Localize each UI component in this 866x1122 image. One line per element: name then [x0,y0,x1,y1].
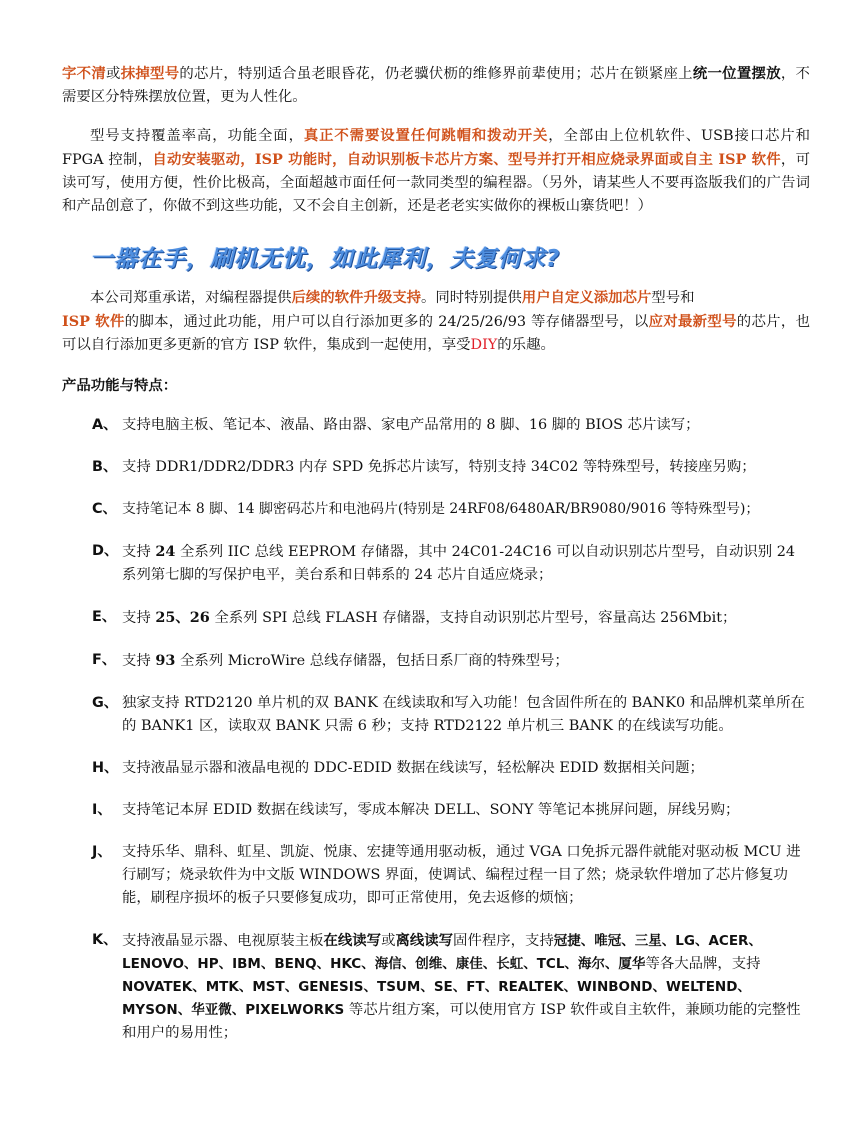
feature-letter: E、 [92,609,117,625]
feature-item-a [62,414,810,437]
text: ，不需要区分特殊摆放位置，更为人性化。 [62,66,810,105]
text: 固件程序，支持 [453,933,554,949]
feature-text: 支持液晶显示器和液晶电视的 DDC-EDID 数据在线读写，轻松解决 EDID 数据相关问题； [122,760,704,776]
text: 本公司郑重承诺，对编程器提供 [90,290,292,306]
text: 支持 [122,653,156,669]
text: 全系列 IIC 总线 EEPROM 存储器，其中 24C01-24C16 可以自动识别芯片型号，自动识别 24 系列第七脚的写保护电平，美台系和日韩系的 24 芯片自适应烧录； [122,544,796,583]
text: 等芯片组方案，可以使用官方 ISP 软件或自主软件，兼顾功能的完整性和用户的易用性； [122,1002,801,1041]
feature-item-b [62,456,810,479]
document-page [62,62,810,1045]
feature-item-i [62,799,810,822]
feature-item-e [62,606,810,630]
text: 型号支持覆盖率高，功能全面， [90,128,304,144]
feature-item-k [62,929,810,1045]
highlight-text: DIY [470,337,498,353]
commitment-paragraph [62,286,810,357]
feature-text: 支持笔记本屏 EDID 数据在线读写，零成本解决 DELL、SONY 等笔记本挑屏问题，屏线另购； [122,802,740,818]
text: 或 [381,933,396,949]
feature-letter: J、 [92,844,112,860]
highlight-text: 自动安装驱动，ISP 功能时，自动识别板卡芯片方案、型号并打开相应烧录界面或自主 ISP 软件 [152,151,781,168]
feature-text: 支持乐华、鼎科、虹星、凯旋、悦康、宏捷等通用驱动板，通过 VGA 口免拆元器件就能对驱动板 MCU 进行刷写；烧录软件为中文版 WINDOWS 界面，使调试、编程过程一目了然；烧录软件增加了芯片修复功能，刷程序损坏的板子只要修复成功，即可正常使用，免去返修的烦恼； [122,844,801,906]
feature-coverage-paragraph [62,124,810,218]
feature-letter: I、 [92,802,112,818]
text: 的芯片，特别适合虽老眼昏花，仍老骥伏枥的维修界前辈使用；芯片在锁紧座上 [179,66,693,82]
text: ，可读可写，使用方便，性价比极高，全面超越市面任何一款同类型的编程器。（另外，请某些人不要再盗版我们的广告词和产品创意了，你做不到这些功能，又不会自主创新，还是老老实实做你的裸板山寨货吧！） [62,152,810,214]
text: 的乐趣。 [497,337,555,353]
feature-item-j [62,841,810,910]
feature-letter: A、 [92,417,118,433]
text: 的脚本，通过此功能，用户可以自行添加更多的 24/25/26/93 等存储器型号，以 [124,314,649,330]
highlight-text: 抹掉型号 [120,65,180,82]
highlight-text: 应对最新型号 [648,313,737,330]
feature-text [122,929,810,1045]
feature-item-h [62,757,810,780]
text: 全系列 MicroWire 总线存储器，包括日系厂商的特殊型号； [175,653,569,669]
text: 或 [106,66,121,82]
bold-text: 24 [155,543,176,560]
feature-letter: K、 [92,932,118,948]
chipset-list: NOVATEK、MTK、MST、GENESIS、TSUM、SE、FT、REALTEK、WINBOND、WELTEND、MYSON、华亚微、PIXELWORKS [122,979,751,1018]
text: 型号和 [651,290,695,306]
feature-text [122,540,810,587]
text: ，全部由上位机软件、USB接口芯片和 FPGA 控制， [62,128,810,168]
highlight-text: 后续的软件升级支持 [291,289,422,306]
features-title: 产品功能与特点： [62,378,178,394]
feature-text: 支持 DDR1/DDR2/DDR3 内存 SPD 免拆芯片读写，特别支持 34C02 等特殊型号，转接座另购； [122,459,756,475]
feature-letter: D、 [92,543,119,559]
text: 全系列 SPI 总线 FLASH 存储器，支持自动识别芯片型号，容量高达 256Mbit； [209,610,737,626]
feature-letter: F、 [92,652,117,668]
bold-text: 93 [155,652,176,669]
text: 支持 [122,544,156,560]
slogan-heading: 一器在手，刷机无忧，如此犀利，夫复何求? [90,246,561,272]
feature-item-d [62,540,810,587]
bold-text: 离线读写 [395,932,454,949]
feature-letter: B、 [92,459,118,475]
feature-text [122,649,810,673]
brand-list: 冠捷、唯冠、三星、LG、ACER、LENOVO、HP、IBM、BENQ、HKC、海信、创维、康佳、长虹、TCL、海尔、厦华 [122,933,762,972]
text: 支持液晶显示器、电视原装主板 [122,933,324,949]
highlight-text: 用户自定义添加芯片 [521,289,652,306]
feature-letter: H、 [92,760,119,776]
text: 。同时特别提供 [421,290,522,306]
feature-text [122,606,810,630]
text: 的芯片，也可以自行添加更多更新的官方 ISP 软件，集成到一起使用，享受 [62,314,810,353]
feature-item-c [62,498,810,521]
bold-text: 在线读写 [323,932,382,949]
text: 支持 [122,610,156,626]
bold-text: 统一位置摆放 [692,65,781,82]
feature-text: 支持笔记本 8 脚、14 脚密码芯片和电池码片(特别是 24RF08/6480AR/BR9080/9016 等特殊型号)； [122,501,760,517]
feature-item-g [62,692,810,738]
feature-text: 独家支持 RTD2120 单片机的双 BANK 在线读取和写入功能！包含固件所在的 BANK0 和品牌机菜单所在的 BANK1 区，读取双 BANK 只需 6 秒；支持 RTD2122 单片机三 BANK 的在线读写功能。 [122,695,805,734]
feature-item-f [62,649,810,673]
text: 等各大品牌，支持 [645,956,761,972]
highlight-text: 字不清 [62,65,107,82]
highlight-text: ISP 软件 [62,313,125,330]
highlight-text: 真正不需要设置任何跳帽和拨动开关 [303,127,549,144]
feature-letter: C、 [92,501,117,517]
feature-text: 支持电脑主板、笔记本、液晶、路由器、家电产品常用的 8 脚、16 脚的 BIOS 芯片读写； [122,417,700,433]
intro-paragraph [62,62,810,109]
bold-text: 25、26 [155,609,210,626]
feature-letter: G、 [92,695,119,711]
